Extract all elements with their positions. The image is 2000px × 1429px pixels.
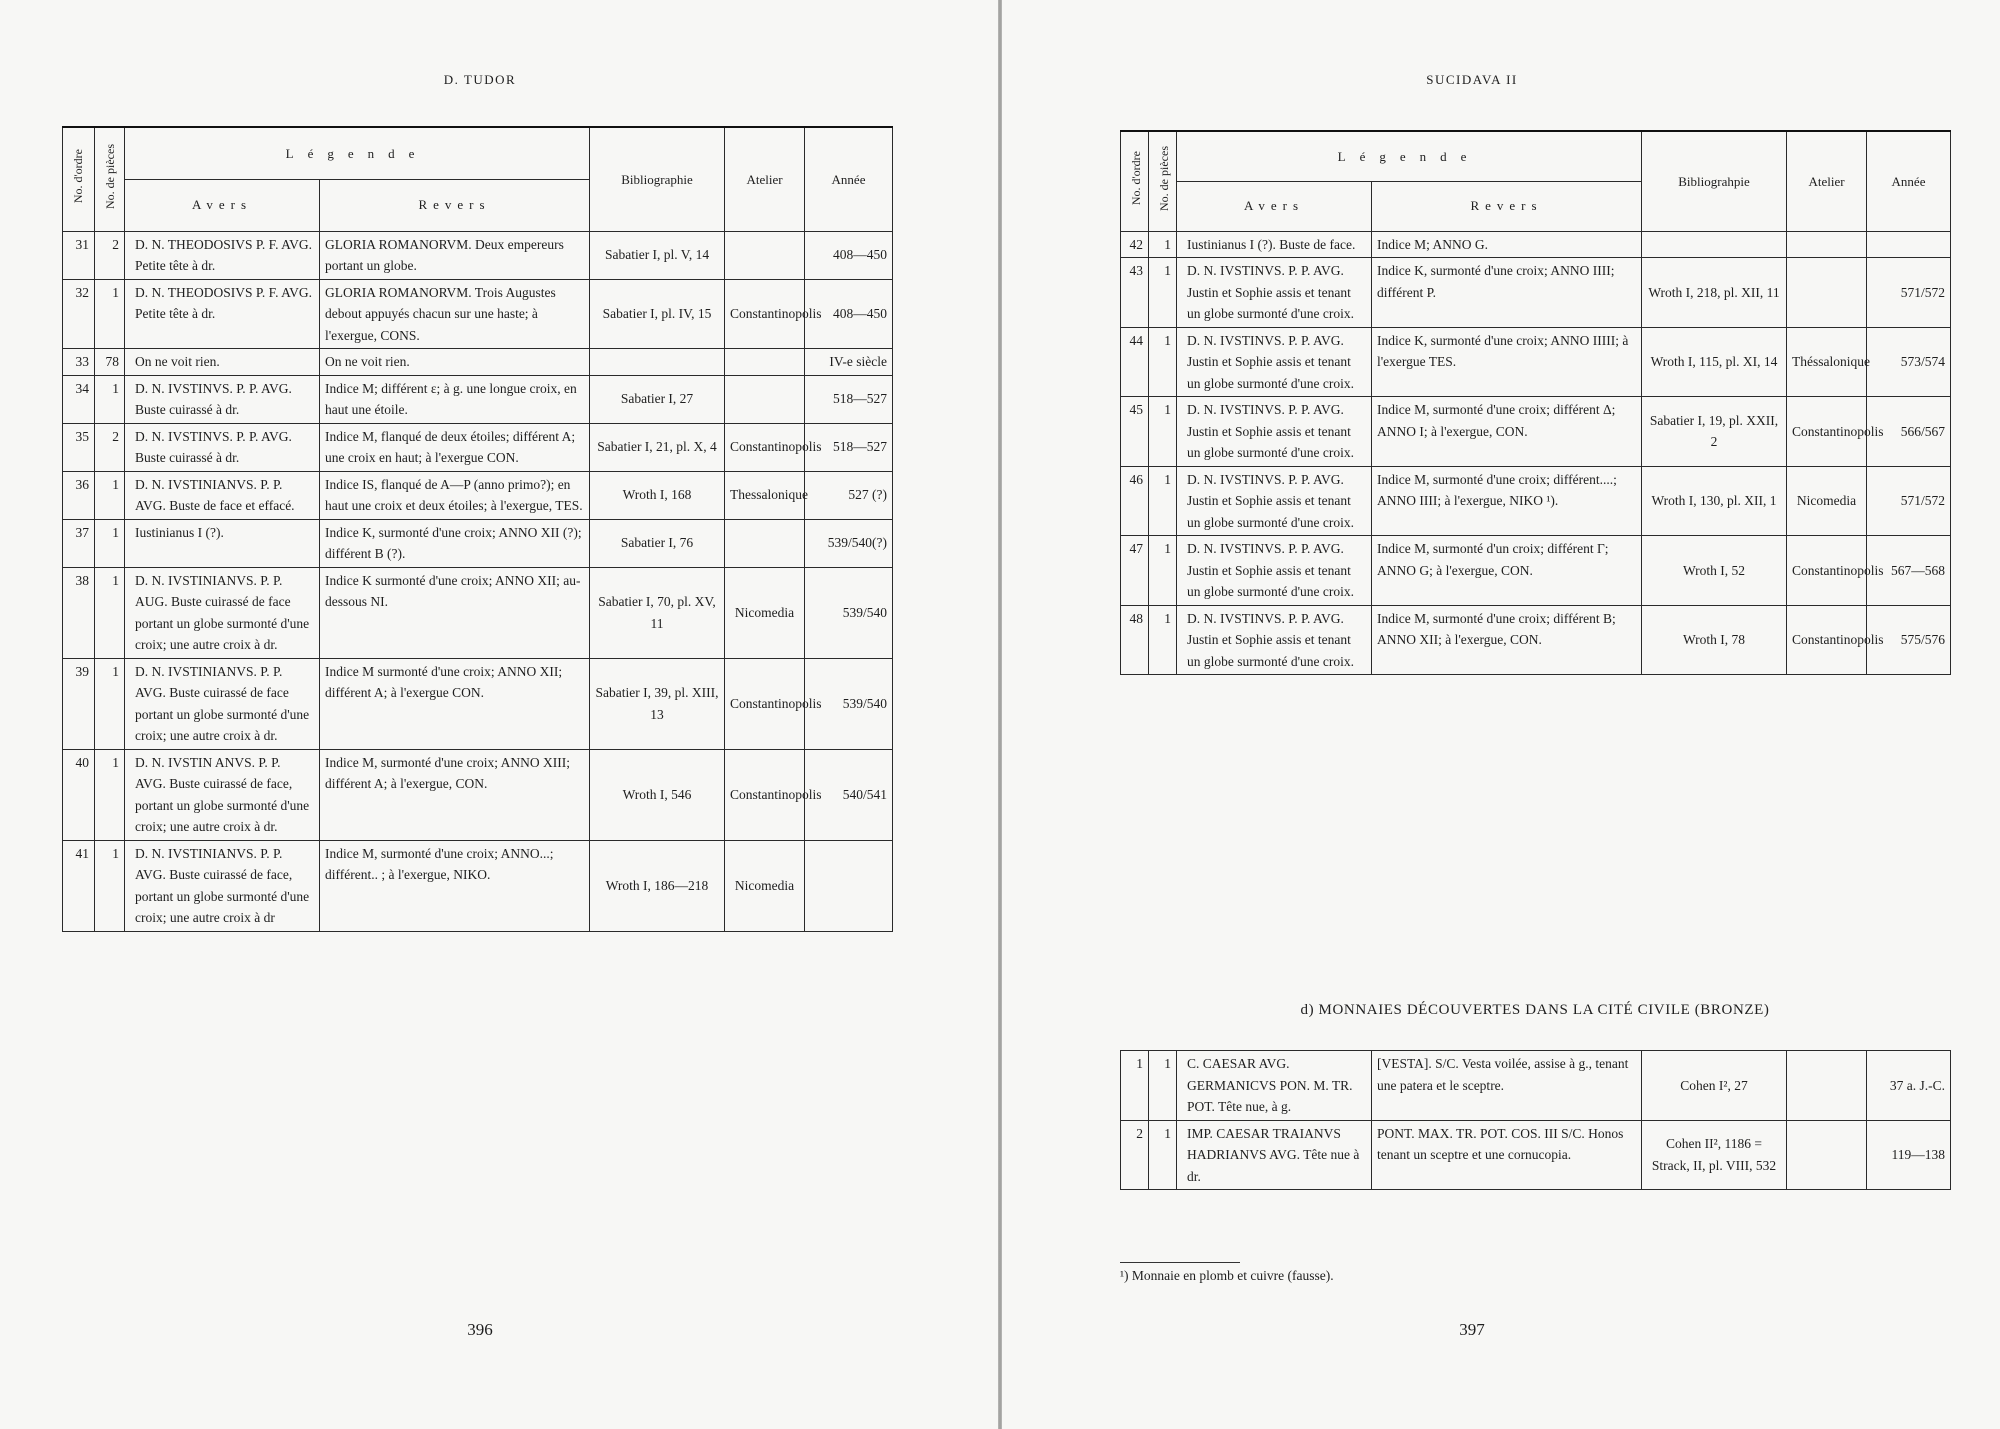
bibliography-cell: Wroth I, 546 — [590, 749, 725, 840]
piece-count: 1 — [95, 279, 125, 349]
atelier-cell — [1787, 258, 1867, 328]
year-cell: IV-e siècle — [805, 349, 893, 376]
table-row — [63, 279, 893, 349]
avers-cell: D. N. IVSTINVS. P. P. AVG. Justin et Sophie assis et tenant un globe surmonté d'une croix. — [1177, 258, 1372, 328]
atelier-cell: Nicomedia — [1787, 466, 1867, 536]
avers-cell: D. N. IVSTINVS. P. P. AVG. Justin et Sophie assis et tenant un globe surmonté d'une croix. — [1177, 536, 1372, 606]
revers-cell: GLORIA ROMANORVM. Trois Augustes debout appuyés chacun sur une haste; à l'exergue, CONS. — [320, 279, 590, 349]
atelier-cell — [725, 519, 805, 567]
revers-cell: [VESTA]. S/C. Vesta voilée, assise à g., tenant une patera et le sceptre. — [1372, 1051, 1642, 1121]
header-no-pieces: No. de pièces — [1149, 131, 1177, 231]
coin-table — [62, 126, 893, 932]
bibliography-cell: Cohen II², 1186 = Strack, II, pl. VIII, 532 — [1642, 1120, 1787, 1190]
piece-count: 78 — [95, 349, 125, 376]
year-cell: 575/576 — [1867, 605, 1951, 675]
bibliography-cell: Wroth I, 186—218 — [590, 840, 725, 931]
piece-count: 1 — [1149, 605, 1177, 675]
running-head: D. TUDOR — [443, 72, 517, 87]
row-number: 32 — [63, 279, 95, 349]
avers-cell: D. N. IVSTINVS. P. P. AVG. Justin et Sophie assis et tenant un globe surmonté d'une croix. — [1177, 605, 1372, 675]
bibliography-cell: Wroth I, 52 — [1642, 536, 1787, 606]
avers-cell: D. N. IVSTINVS. P. P. AVG. Buste cuirassé à dr. — [125, 375, 320, 423]
row-number: 33 — [63, 349, 95, 376]
year-cell: 408—450 — [805, 231, 893, 279]
year-cell: 566/567 — [1867, 397, 1951, 467]
atelier-cell: Constantinopolis — [725, 279, 805, 349]
left-page — [0, 0, 998, 1429]
header-atelier: Atelier — [725, 127, 805, 231]
row-number: 1 — [1121, 1051, 1149, 1121]
atelier-cell: Constantinopolis — [725, 658, 805, 749]
atelier-cell — [725, 231, 805, 279]
table-row — [63, 471, 893, 519]
header-legende: Légende — [1177, 131, 1642, 181]
atelier-cell: Constantinopolis — [1787, 536, 1867, 606]
bibliography-cell — [1642, 231, 1787, 258]
avers-cell: D. N. IVSTINIANVS. P. P. AVG. Buste cuirassé de face, portant un globe surmonté d'une croix; une autre croix à dr — [125, 840, 320, 931]
table-row — [63, 840, 893, 931]
header-no-ordre: No. d'ordre — [1121, 131, 1149, 231]
table-row — [63, 375, 893, 423]
piece-count: 2 — [95, 423, 125, 471]
bibliography-cell: Wroth I, 218, pl. XII, 11 — [1642, 258, 1787, 328]
piece-count: 1 — [1149, 231, 1177, 258]
piece-count: 2 — [95, 231, 125, 279]
header-revers: Revers — [1372, 181, 1642, 231]
atelier-cell: Constantinopolis — [725, 749, 805, 840]
bibliography-cell: Sabatier I, 39, pl. XIII, 13 — [590, 658, 725, 749]
avers-cell: D. N. IVSTINVS. P. P. AVG. Justin et Sophie assis et tenant un globe surmonté d'une croix. — [1177, 466, 1372, 536]
header-avers: Avers — [1177, 181, 1372, 231]
row-number: 47 — [1121, 536, 1149, 606]
year-cell: 539/540(?) — [805, 519, 893, 567]
header-bibliographie: Bibliographie — [590, 127, 725, 231]
avers-cell: D. N. IVSTINVS. P. P. AVG. Justin et Sophie assis et tenant un globe surmonté d'une croix. — [1177, 397, 1372, 467]
piece-count: 1 — [1149, 327, 1177, 397]
year-cell: 539/540 — [805, 658, 893, 749]
table-row — [1121, 466, 1951, 536]
piece-count: 1 — [95, 840, 125, 931]
table-row — [1121, 605, 1951, 675]
piece-count: 1 — [95, 658, 125, 749]
table-row — [63, 567, 893, 658]
piece-count: 1 — [1149, 536, 1177, 606]
row-number: 31 — [63, 231, 95, 279]
row-number: 40 — [63, 749, 95, 840]
table-row — [1121, 258, 1951, 328]
revers-cell: On ne voit rien. — [320, 349, 590, 376]
table-row — [1121, 231, 1951, 258]
year-cell: 37 a. J.-C. — [1867, 1051, 1951, 1121]
revers-cell: Indice M; différent ε; à g. une longue croix, en haut une étoile. — [320, 375, 590, 423]
bibliography-cell: Sabatier I, 21, pl. X, 4 — [590, 423, 725, 471]
revers-cell: Indice M; ANNO G. — [1372, 231, 1642, 258]
bibliography-cell: Wroth I, 130, pl. XII, 1 — [1642, 466, 1787, 536]
table-row — [1121, 536, 1951, 606]
atelier-cell: Thessalonique — [725, 471, 805, 519]
table-row — [63, 519, 893, 567]
revers-cell: Indice M surmonté d'une croix; ANNO XII; différent A; à l'exergue CON. — [320, 658, 590, 749]
row-number: 2 — [1121, 1120, 1149, 1190]
bibliography-cell: Wroth I, 78 — [1642, 605, 1787, 675]
footnote-rule — [1120, 1262, 1240, 1263]
header-no-pieces: No. de pièces — [95, 127, 125, 231]
revers-cell: GLORIA ROMANORVM. Deux empereurs portant un globe. — [320, 231, 590, 279]
header-annee: Année — [1867, 131, 1951, 231]
right-page — [1002, 0, 2000, 1429]
header-avers: Avers — [125, 179, 320, 231]
row-number: 45 — [1121, 397, 1149, 467]
avers-cell: IMP. CAESAR TRAIANVS HADRIANVS AVG. Tête nue à dr. — [1177, 1120, 1372, 1190]
avers-cell: D. N. THEODOSIVS P. F. AVG. Petite tête à dr. — [125, 231, 320, 279]
revers-cell: Indice K, surmonté d'une croix; ANNO IIIII; à l'exergue TES. — [1372, 327, 1642, 397]
atelier-cell: Nicomedia — [725, 840, 805, 931]
revers-cell: Indice M, surmonté d'une croix; ANNO XIII; différent A; à l'exergue, CON. — [320, 749, 590, 840]
atelier-cell: Théssalonique — [1787, 327, 1867, 397]
piece-count: 1 — [1149, 397, 1177, 467]
avers-cell: D. N. IVSTIN ANVS. P. P. AVG. Buste cuirassé de face, portant un globe surmonté d'une croix; une autre croix à dr. — [125, 749, 320, 840]
revers-cell: Indice M, surmonté d'un croix; différent Γ; ANNO G; à l'exergue, CON. — [1372, 536, 1642, 606]
atelier-cell — [1787, 1051, 1867, 1121]
bibliography-cell — [590, 349, 725, 376]
atelier-cell — [1787, 231, 1867, 258]
revers-cell: Indice M, surmonté d'une croix; ANNO...; différent.. ; à l'exergue, NIKO. — [320, 840, 590, 931]
table-row — [63, 423, 893, 471]
row-number: 36 — [63, 471, 95, 519]
bibliography-cell: Wroth I, 168 — [590, 471, 725, 519]
piece-count: 1 — [95, 567, 125, 658]
row-number: 34 — [63, 375, 95, 423]
revers-cell: Indice M, surmonté d'une croix; différent....; ANNO IIII; à l'exergue, NIKO ¹). — [1372, 466, 1642, 536]
year-cell: 571/572 — [1867, 466, 1951, 536]
table-row — [63, 749, 893, 840]
avers-cell: D. N. IVSTINVS. P. P. AVG. Justin et Sophie assis et tenant un globe surmonté d'une croix. — [1177, 327, 1372, 397]
year-cell: 408—450 — [805, 279, 893, 349]
coin-table — [1120, 130, 1951, 675]
row-number: 42 — [1121, 231, 1149, 258]
avers-cell: D. N. IVSTINIANVS. P. P. AUG. Buste cuirassé de face portant un globe surmonté d'une croix; une autre croix à dr. — [125, 567, 320, 658]
avers-cell: D. N. IVSTINIANVS. P. P. AVG. Buste de face et effacé. — [125, 471, 320, 519]
atelier-cell: Constantinopolis — [725, 423, 805, 471]
piece-count: 1 — [1149, 258, 1177, 328]
piece-count: 1 — [95, 519, 125, 567]
piece-count: 1 — [1149, 1120, 1177, 1190]
avers-cell: D. N. THEODOSIVS P. F. AVG. Petite tête à dr. — [125, 279, 320, 349]
table-row — [63, 349, 893, 376]
avers-cell: D. N. IVSTINVS. P. P. AVG. Buste cuirassé à dr. — [125, 423, 320, 471]
bronze-table — [1120, 1050, 1951, 1190]
table-row — [1121, 1051, 1951, 1121]
year-cell: 119—138 — [1867, 1120, 1951, 1190]
year-cell — [1867, 231, 1951, 258]
atelier-cell — [1787, 1120, 1867, 1190]
bibliography-cell: Sabatier I, pl. IV, 15 — [590, 279, 725, 349]
header-annee: Année — [805, 127, 893, 231]
revers-cell: Indice M, surmonté d'une croix; différent B; ANNO XII; à l'exergue, CON. — [1372, 605, 1642, 675]
table-row — [1121, 397, 1951, 467]
atelier-cell — [725, 375, 805, 423]
atelier-cell: Nicomedia — [725, 567, 805, 658]
piece-count: 1 — [95, 375, 125, 423]
piece-count: 1 — [95, 749, 125, 840]
atelier-cell: Constantinopolis — [1787, 397, 1867, 467]
avers-cell: C. CAESAR AVG. GERMANICVS PON. M. TR. POT. Tête nue, à g. — [1177, 1051, 1372, 1121]
year-cell: 573/574 — [1867, 327, 1951, 397]
piece-count: 1 — [95, 471, 125, 519]
bibliography-cell: Sabatier I, 19, pl. XXII, 2 — [1642, 397, 1787, 467]
year-cell: 571/572 — [1867, 258, 1951, 328]
year-cell — [805, 840, 893, 931]
year-cell: 527 (?) — [805, 471, 893, 519]
row-number: 35 — [63, 423, 95, 471]
year-cell: 518—527 — [805, 423, 893, 471]
header-no-ordre: No. d'ordre — [63, 127, 95, 231]
bibliography-cell: Wroth I, 115, pl. XI, 14 — [1642, 327, 1787, 397]
revers-cell: Indice M, flanqué de deux étoiles; différent A; une croix en haut; à l'exergue CON. — [320, 423, 590, 471]
piece-count: 1 — [1149, 466, 1177, 536]
revers-cell: Indice IS, flanqué de A—P (anno primo?); en haut une croix et deux étoiles; à l'exergue, TES. — [320, 471, 590, 519]
row-number: 39 — [63, 658, 95, 749]
revers-cell: Indice M, surmonté d'une croix; différent Δ; ANNO I; à l'exergue, CON. — [1372, 397, 1642, 467]
avers-cell: D. N. IVSTINIANVS. P. P. AVG. Buste cuirassé de face portant un globe surmonté d'une croix; une autre croix à dr. — [125, 658, 320, 749]
atelier-cell — [725, 349, 805, 376]
row-number: 37 — [63, 519, 95, 567]
avers-cell: Iustinianus I (?). Buste de face. — [1177, 231, 1372, 258]
bibliography-cell: Sabatier I, 27 — [590, 375, 725, 423]
year-cell: 518—527 — [805, 375, 893, 423]
page-number: 396 — [467, 1320, 493, 1339]
header-bibliographie: Bibliograhpie — [1642, 131, 1787, 231]
atelier-cell: Constantinopolis — [1787, 605, 1867, 675]
row-number: 43 — [1121, 258, 1149, 328]
avers-cell: On ne voit rien. — [125, 349, 320, 376]
revers-cell: PONT. MAX. TR. POT. COS. III S/C. Honos tenant un sceptre et une cornucopia. — [1372, 1120, 1642, 1190]
header-atelier: Atelier — [1787, 131, 1867, 231]
table-row — [1121, 1120, 1951, 1190]
revers-cell: Indice K surmonté d'une croix; ANNO XII; au-dessous NI. — [320, 567, 590, 658]
row-number: 44 — [1121, 327, 1149, 397]
page-number: 397 — [1459, 1320, 1485, 1339]
table-row — [1121, 327, 1951, 397]
avers-cell: Iustinianus I (?). — [125, 519, 320, 567]
row-number: 41 — [63, 840, 95, 931]
bibliography-cell: Cohen I², 27 — [1642, 1051, 1787, 1121]
footnote: ¹) Monnaie en plomb et cuivre (fausse). — [1120, 1268, 1334, 1283]
header-legende: Légende — [125, 127, 590, 179]
header-revers: Revers — [320, 179, 590, 231]
year-cell: 567—568 — [1867, 536, 1951, 606]
revers-cell: Indice K, surmonté d'une croix; ANNO XII (?); différent B (?). — [320, 519, 590, 567]
piece-count: 1 — [1149, 1051, 1177, 1121]
row-number: 48 — [1121, 605, 1149, 675]
running-head: SUCIDAVA II — [1426, 72, 1518, 87]
year-cell: 540/541 — [805, 749, 893, 840]
revers-cell: Indice K, surmonté d'une croix; ANNO IIII; différent P. — [1372, 258, 1642, 328]
bibliography-cell: Sabatier I, 76 — [590, 519, 725, 567]
table-row — [63, 231, 893, 279]
bibliography-cell: Sabatier I, pl. V, 14 — [590, 231, 725, 279]
row-number: 46 — [1121, 466, 1149, 536]
year-cell: 539/540 — [805, 567, 893, 658]
bibliography-cell: Sabatier I, 70, pl. XV, 11 — [590, 567, 725, 658]
row-number: 38 — [63, 567, 95, 658]
table-row — [63, 658, 893, 749]
section-title: d) MONNAIES DÉCOUVERTES DANS LA CITÉ CIVILE (BRONZE) — [1300, 1002, 1770, 1018]
